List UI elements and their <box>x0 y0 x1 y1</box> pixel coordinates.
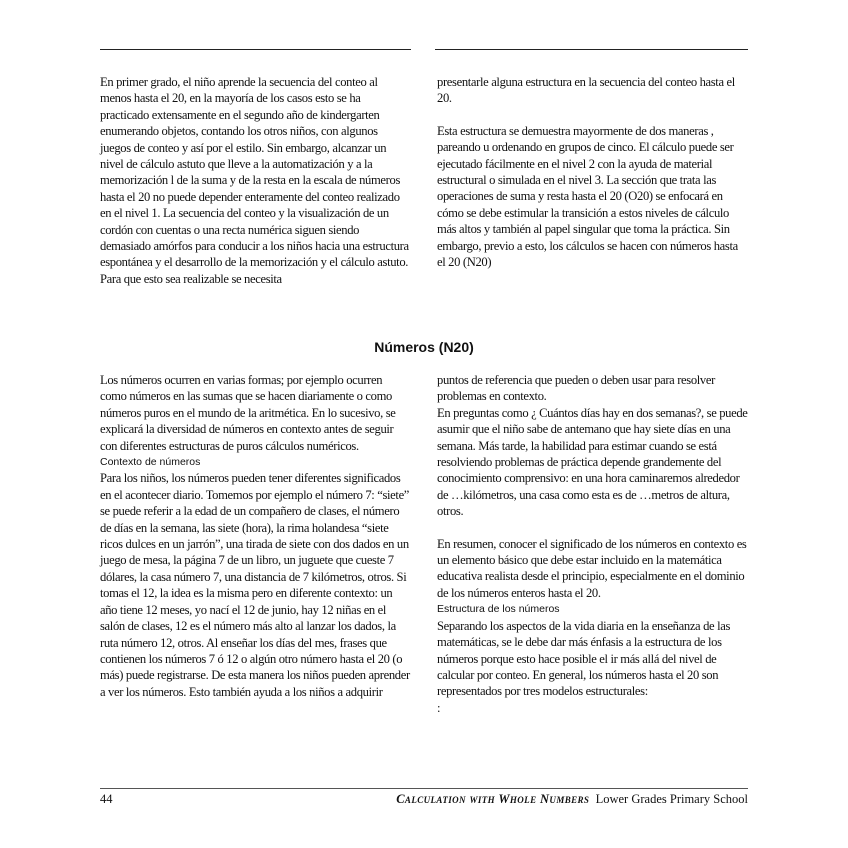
left-context-paragraph: Para los niños, los números pueden tener diferentes significados en el acontecer diario. Tomemos por ejemplo el número 7: “siete” se puede referir a la edad de un compañero de clases, el número de días en la semana, las siete (hora), la rima holandesa “siete ricos dulces en un jarrón”, una tirada de siete con dos dados en un juego de mesa, la página 7 de un libro, un juguete que cueste 7 dólares, la casa número 7, una distancia de 7 kilómetros, otros. Si tomas el 12, la idea es la misma pero en diferente contexto: un año tiene 12 meses, yo nací el 12 de junio, hay 12 niñas en el salón de clases, 12 es el número más alto al lanzar los dados, la ruta número 12, otros. Al enseñar los días del mes, frases que contienen los números 7 ó 12 o algún otro número hasta el 20 (o más) puede registrarse. De esta manera los niños pueden aprender a ver los números. Esto también ayuda a los niños a adquirir <box>100 471 410 699</box>
right-summary-paragraph: En resumen, conocer el significado de los números en contexto es un elemento básico que debe estar incluido en la matemática educativa realista desde el principio, especialmente en el dominio de los números enteros hasta el 20. <box>437 536 747 600</box>
page-number: 44 <box>100 792 113 806</box>
book-title: Calculation with Whole Numbers <box>396 792 590 806</box>
left-intro-paragraph: Los números ocurren en varias formas; por ejemplo ocurren como números en las sumas que se hacen diariamente o como números puros en el mundo de la aritmética. En lo sucesivo, se explicará la diversidad de números en contexto antes de seguir con diferentes estructuras de puros cálculos numéricos. <box>100 373 396 453</box>
section-title: Números (N20) <box>374 339 474 355</box>
top-rule-right <box>435 49 748 50</box>
right-subheading: Estructura de los números <box>437 603 560 616</box>
top-right-column <box>437 74 748 270</box>
book-subtitle: Lower Grades Primary School <box>595 792 748 806</box>
right-continuation-paragraph: puntos de referencia que pueden o deben usar para resolver problemas en contexto. <box>437 373 715 404</box>
right-questions-paragraph: En preguntas como ¿ Cuántos días hay en dos semanas?, se puede asumir que el niño sabe de antemano que hay siete días en una semana. Más tarde, la habilidad para estimar cuando se está resolviendo problemas de práctica depende grandemente del conocimiento comprensivo: en una hora caminaremos alrededor de …kilómetros, una casa como esta es de …metros de altura, otros. <box>437 405 748 519</box>
top-left-column <box>100 74 411 287</box>
footer-rule <box>100 788 748 789</box>
top-left-paragraph: En primer grado, el niño aprende la secuencia del conteo al menos hasta el 20, en la mayoría de los casos esto se ha practicado extensamente en el segundo año de kindergarten enumerando objetos, contando los otros niños, con algunos juegos de conteo y así por el estilo. Sin embargo, alcanzar un nivel de cálculo astuto que lleve a la automatización y a la memorización l de la suma y de la resta en la escala de números hasta el 20 no puede depender enteramente del conteo realizado en el nivel 1. La secuencia del conteo y la visualización de un cordón con cuentas o una recta numérica siguen siendo demasiado amórfos para conducir a los niños hacia una estructura espontánea y el desarrollo de la memorización y el cálculo astuto. Para que esto sea realizable se necesita <box>100 75 409 286</box>
right-structure-paragraph: Separando los aspectos de la vida diaria en la enseñanza de las matemáticas, se le debe dar más énfasis a la estructura de los números porque esto hace posible el ir más allá del nivel de calcular por conteo. En general, los números hasta el 20 son representados por tres modelos estructurales: <box>437 618 731 699</box>
running-footer <box>396 791 748 807</box>
top-right-paragraph-1: presentarle alguna estructura en la secuencia del conteo hasta el 20. <box>437 75 735 106</box>
bottom-left-column <box>100 372 411 700</box>
top-rule-left <box>100 49 411 50</box>
bottom-right-column <box>437 372 748 716</box>
left-subheading: Contexto de números <box>100 456 201 469</box>
right-colon: : <box>437 700 441 715</box>
top-right-paragraph-2: Esta estructura se demuestra mayormente de dos maneras , pareando u ordenando en grupos de cinco. El cálculo puede ser ejecutado fácilmente en el nivel 2 con la ayuda de material estructural o simulada en el nivel 3. La sección que trata las operaciones de suma y resta hasta el 20 (O20) se enfocará en cómo se debe estimular la transición a estos niveles de cálculo más altos y también al papel singular que toma la práctica. Sin embargo, previo a esto, los cálculos se hacen con números hasta el 20 (N20) <box>437 123 738 270</box>
